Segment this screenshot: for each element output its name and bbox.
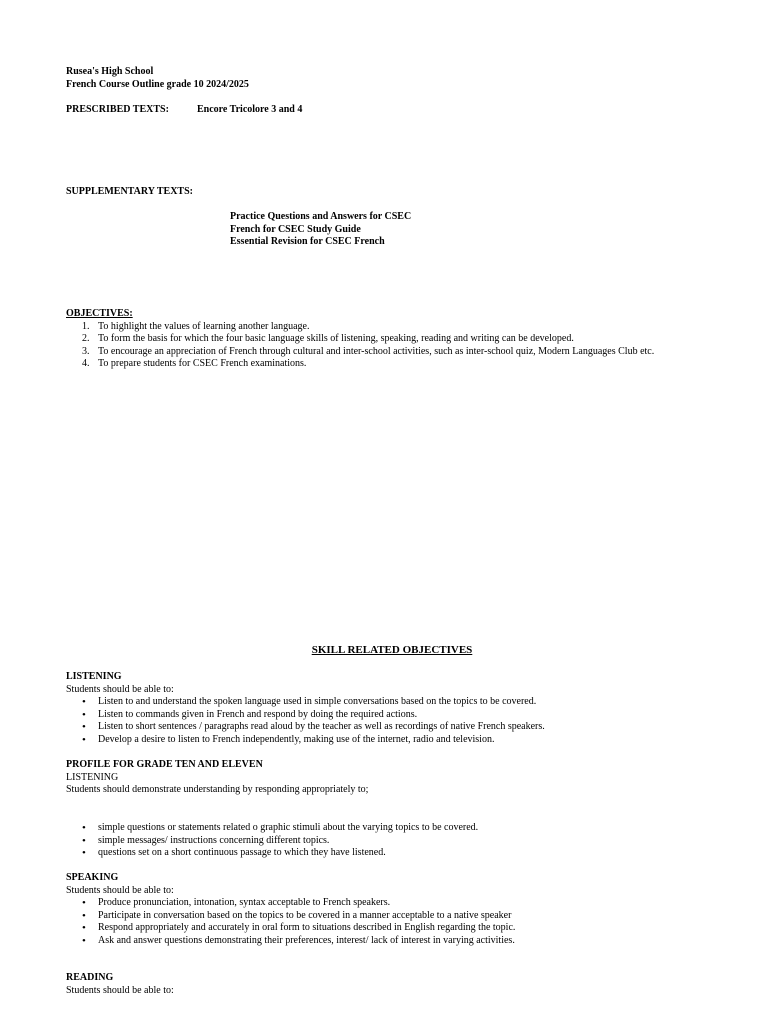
- supplementary-texts-list: [230, 211, 411, 249]
- objective-item: [66, 346, 706, 359]
- listening-list: [66, 696, 706, 746]
- listening-intro: Students should be able to:: [66, 683, 174, 695]
- list-item: • Develop a desire to listen to French independently, making use of the internet, radio and television.: [66, 734, 706, 747]
- objective-text: To highlight the values of learning another language.: [98, 320, 310, 332]
- speaking-heading: SPEAKING: [66, 872, 119, 883]
- list-item: • questions set on a short continuous passage to which they have listened.: [66, 847, 706, 860]
- objectives-section: [66, 308, 706, 371]
- list-item: • Listen to and understand the spoken language used in simple conversations based on the topics to be covered.: [66, 696, 706, 709]
- supplementary-text-item: Practice Questions and Answers for CSEC: [230, 211, 412, 222]
- objective-number: 3.: [82, 345, 90, 357]
- skills-title: SKILL RELATED OBJECTIVES: [311, 644, 473, 656]
- listening-heading: LISTENING: [66, 671, 122, 682]
- profile-heading: PROFILE FOR GRADE TEN AND ELEVEN: [66, 759, 263, 770]
- reading-intro: Students should be able to:: [66, 984, 174, 996]
- reading-section: [66, 972, 174, 997]
- objective-text: To encourage an appreciation of French through cultural and inter-school activities, such as inter-school quiz, Modern Languages Club etc.: [98, 345, 655, 357]
- objective-number: 2.: [82, 333, 90, 345]
- prescribed-texts-label: PRESCRIBED TEXTS:: [66, 104, 169, 115]
- speaking-list: [66, 897, 706, 947]
- profile-section: [66, 759, 368, 797]
- list-item: • simple questions or statements related o graphic stimuli about the varying topics to be covered.: [66, 822, 706, 835]
- objective-text: To form the basis for which the four basic language skills of listening, speaking, reading and writing can be developed.: [98, 333, 574, 345]
- listening-section: [66, 671, 706, 747]
- profile-subheading: LISTENING: [66, 771, 119, 783]
- objectives-list: [66, 321, 706, 371]
- profile-intro: Students should demonstrate understanding by responding appropriately to;: [66, 784, 369, 796]
- school-name: Rusea's High School: [66, 66, 154, 77]
- list-item: • simple messages/ instructions concerning different topics.: [66, 835, 706, 848]
- objective-item: [66, 358, 706, 371]
- objective-text: To prepare students for CSEC French examinations.: [98, 358, 307, 370]
- objective-number: 4.: [82, 358, 90, 370]
- list-item: • Listen to commands given in French and respond by doing the required actions.: [66, 709, 706, 722]
- list-item: • Ask and answer questions demonstrating their preferences, interest/ lack of interest in varying activities.: [66, 935, 706, 948]
- list-item: • Participate in conversation based on the topics to be covered in a manner acceptable to a native speaker: [66, 910, 706, 923]
- prescribed-texts: [66, 104, 303, 117]
- supplementary-text-item: Essential Revision for CSEC French: [230, 236, 385, 248]
- objective-item: [66, 321, 706, 334]
- speaking-section: [66, 872, 706, 948]
- supplementary-text-item: French for CSEC Study Guide: [230, 223, 361, 235]
- profile-list-block: [66, 822, 706, 860]
- list-item: • Produce pronunciation, intonation, syntax acceptable to French speakers.: [66, 897, 706, 910]
- supplementary-texts-label: SUPPLEMENTARY TEXTS:: [66, 186, 193, 197]
- course-title: French Course Outline grade 10 2024/2025: [66, 78, 249, 90]
- profile-list: [66, 822, 706, 860]
- objectives-heading: OBJECTIVES:: [66, 308, 133, 319]
- objective-item: [66, 333, 706, 346]
- document-header: [66, 66, 249, 91]
- objective-number: 1.: [82, 320, 90, 332]
- prescribed-texts-value: Encore Tricolore 3 and 4: [197, 104, 303, 115]
- list-item: • Respond appropriately and accurately in oral form to situations described in English regarding the topic.: [66, 922, 706, 935]
- speaking-intro: Students should be able to:: [66, 884, 174, 896]
- reading-heading: READING: [66, 972, 114, 983]
- list-item: • Listen to short sentences / paragraphs read aloud by the teacher as well as recordings of native French speakers.: [66, 721, 706, 734]
